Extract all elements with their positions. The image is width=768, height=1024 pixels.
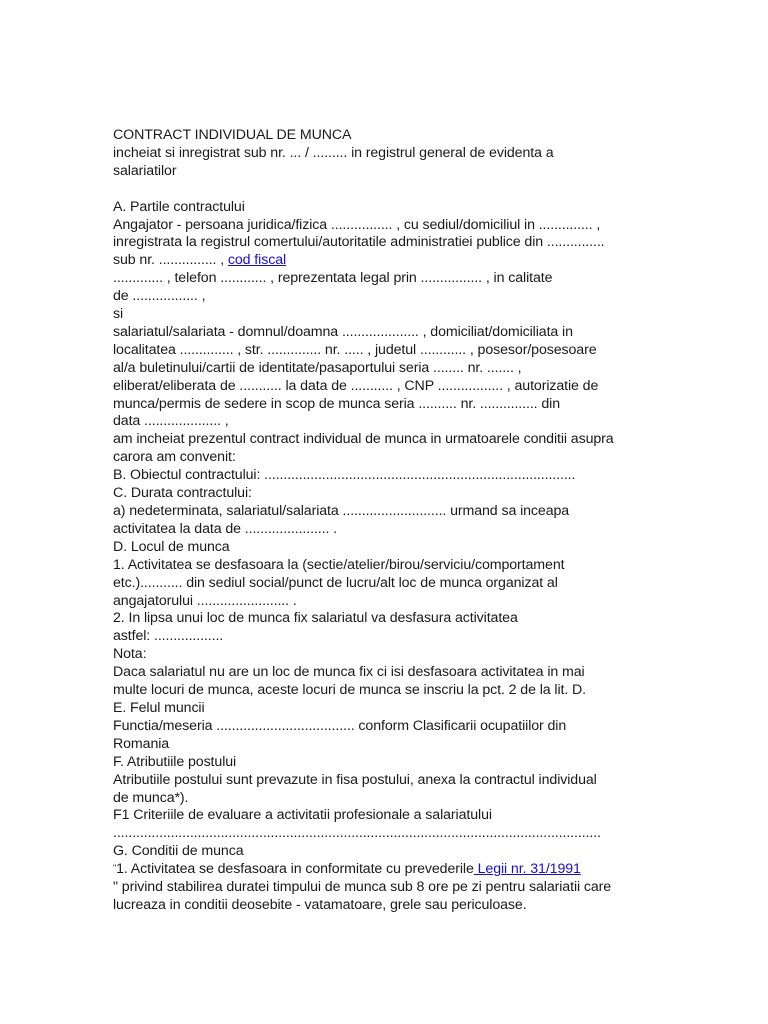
document-line: ............. , telefon ............ , reprezentata legal prin ................ , in calitate: [113, 270, 553, 287]
document-line: A. Partile contractului: [113, 198, 245, 215]
document-line: 1. Activitatea se desfasoara la (sectie/atelier/birou/serviciu/comportament: [113, 556, 565, 573]
document-line: lucreaza in conditii deosebite - vatamatoare, grele sau periculoase.: [113, 896, 527, 913]
document-line: astfel: ..................: [113, 628, 224, 645]
document-line: de munca*).: [113, 789, 189, 806]
document-line: B. Obiectul contractului: .................................................................................: [113, 467, 576, 484]
document-line: a) nedeterminata, salariatul/salariata ........................... urmand sa inceapa: [113, 503, 570, 520]
open-quote: ": [113, 863, 117, 874]
contract-document: [113, 127, 663, 915]
document-line: Functia/meseria .................................... conform Clasificarii ocupatiilor din: [113, 717, 567, 734]
document-line: E. Felul muncii: [113, 699, 205, 716]
document-line: eliberat/eliberata de ........... la data de ........... , CNP ................. , autorizatie de: [113, 377, 599, 394]
legii-link[interactable]: Legii nr. 31/1991: [473, 861, 581, 878]
document-line: de ................. ,: [113, 288, 206, 305]
document-line: " privind stabilirea duratei timpului de munca sub 8 ore pe zi pentru salariatii care: [113, 879, 612, 896]
document-line: Romania: [113, 735, 170, 752]
document-line: al/a buletinului/cartii de identitate/pasaportului seria ........ nr. ....... ,: [113, 359, 522, 376]
document-line: salariatilor: [113, 162, 177, 179]
document-body: [113, 145, 663, 915]
document-line: incheiat si inregistrat sub nr. ... / ......... in registrul general de evidenta a: [113, 144, 554, 161]
blank-line: [113, 181, 663, 199]
document-line: G. Conditii de munca: [113, 843, 244, 860]
document-line: angajatorului ........................ .: [113, 592, 297, 609]
document-line: 2. In lipsa unui loc de munca fix salariatul va desfasura activitatea: [113, 610, 518, 627]
legii-prefix: 1. Activitatea se desfasoara in conformitate cu prevederile: [116, 861, 474, 878]
document-line: C. Durata contractului:: [113, 485, 252, 502]
document-line: salariatul/salariata - domnul/doamna .................... , domiciliat/domiciliata in: [113, 323, 573, 340]
document-line: data .................... ,: [113, 413, 229, 430]
document-line: munca/permis de sedere in scop de munca seria .......... nr. ............... din: [113, 395, 560, 412]
document-line: si: [113, 306, 124, 323]
document-line: inregistrata la registrul comertului/autoritatile administratiei publice din ...............: [113, 234, 605, 251]
document-line: [113, 252, 663, 270]
document-line: Angajator - persoana juridica/fizica ................ , cu sediul/domiciliul in .............. ,: [113, 216, 601, 233]
document-line: am incheiat prezentul contract individual de munca in urmatoarele conditii asupra: [113, 431, 614, 448]
document-line: [113, 861, 663, 879]
document-line: F. Atributiile postului: [113, 753, 237, 770]
document-line: Daca salariatul nu are un loc de munca fix ci isi desfasoara activitatea in mai: [113, 664, 585, 681]
document-line: etc.)........... din sediul social/punct de lucru/alt loc de munca organizat al: [113, 574, 558, 591]
cod-fiscal-prefix: sub nr. ............... ,: [113, 252, 228, 269]
cod-fiscal-link[interactable]: cod fiscal: [227, 252, 287, 269]
document-line: Atributiile postului sunt prevazute in fisa postului, anexa la contractul individual: [113, 771, 597, 788]
document-line: Nota:: [113, 646, 147, 663]
document-line: multe locuri de munca, aceste locuri de munca se inscriu la pct. 2 de la lit. D.: [113, 682, 587, 699]
document-title: CONTRACT INDIVIDUAL DE MUNCA: [113, 127, 352, 143]
document-line: carora am convenit:: [113, 449, 236, 466]
document-line: localitatea .............. , str. .............. nr. ..... , judetul ............ , posesor/posesoare: [113, 341, 597, 358]
document-line: D. Locul de munca: [113, 538, 230, 555]
document-line: ...............................................................................................................................: [113, 825, 601, 842]
document-line: F1 Criteriile de evaluare a activitatii profesionale a salariatului: [113, 807, 492, 824]
document-line: activitatea la data de ...................... .: [113, 520, 337, 537]
